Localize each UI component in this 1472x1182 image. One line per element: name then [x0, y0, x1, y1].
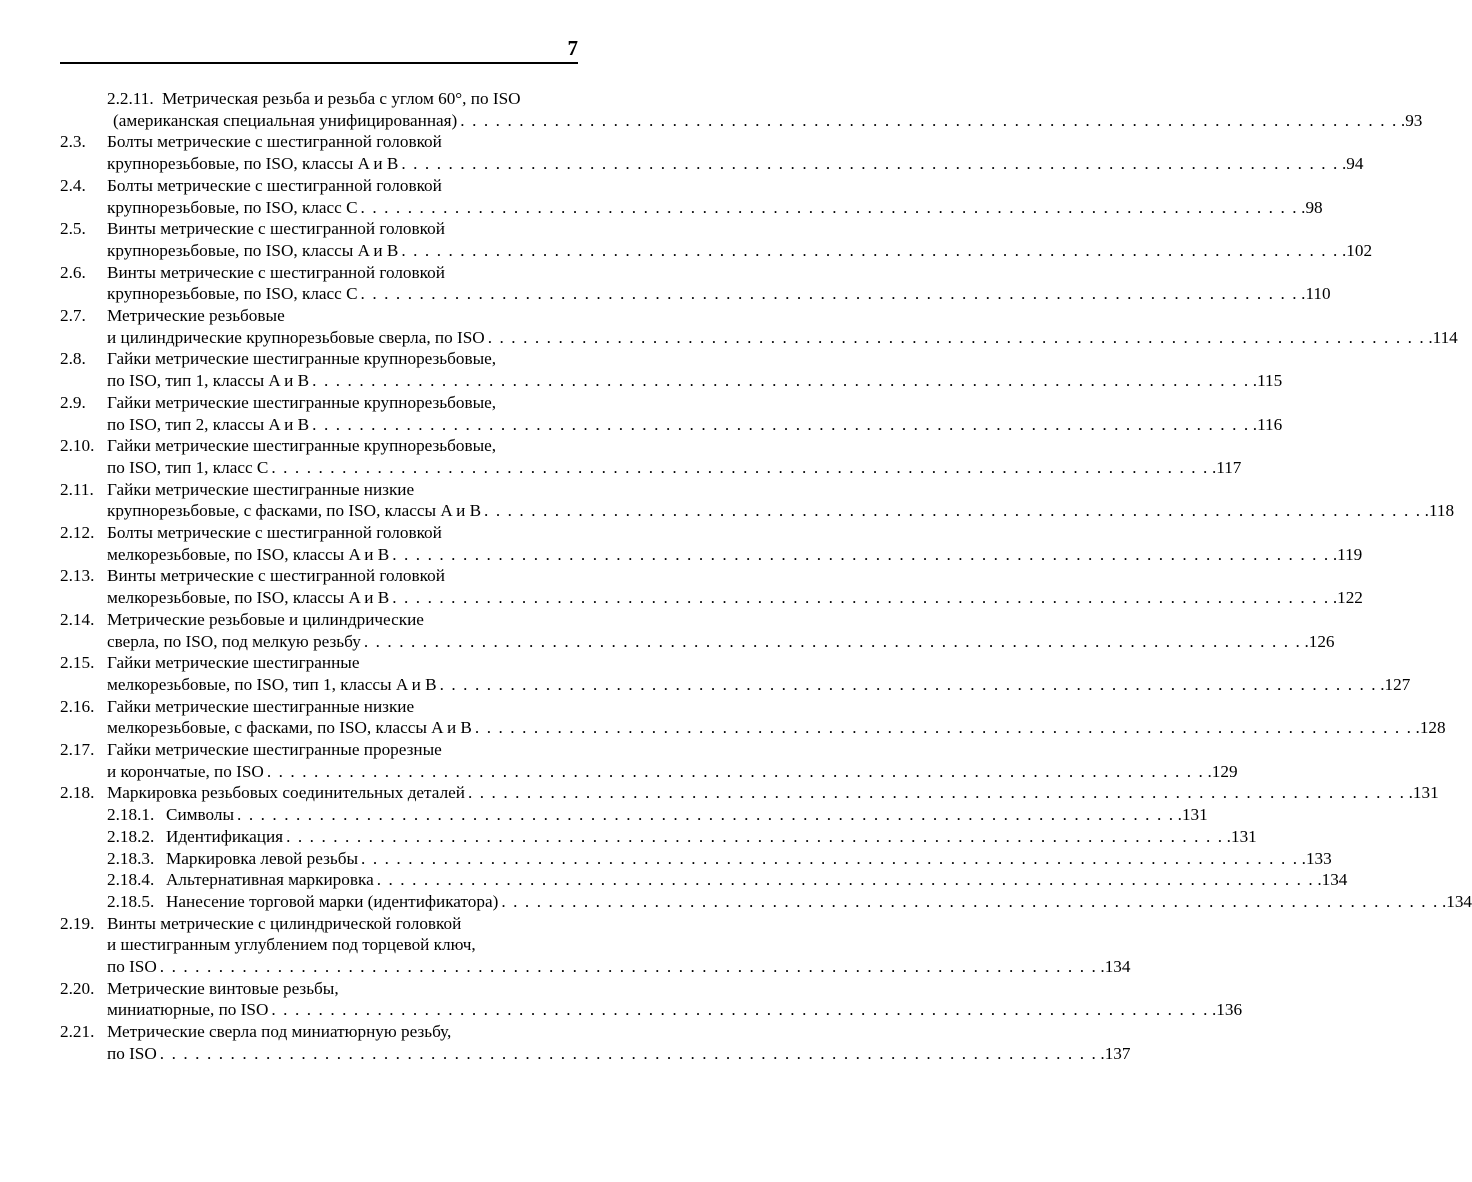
- toc-entry-title: и цилиндрические крупнорезьбовые сверла, по ISO: [107, 327, 485, 347]
- dot-leader: . . . . . . . . . . . . . . . . . . . . . . . . . . . . . . . . . . . . . . . . . . . . . . . . . . . . . . . . . . . . . . . . . . . . . . . . . . . . . . . .: [159, 957, 1098, 976]
- toc-entry-title: Метрические сверла под миниатюрную резьбу,: [107, 1022, 452, 1042]
- toc-line: [0, 761, 1238, 783]
- toc-line: [0, 197, 1323, 219]
- dot-leader-end: .: [1252, 414, 1258, 434]
- toc-entry-title: Винты метрические с шестигранной головкой: [107, 262, 445, 282]
- toc-page-number: 94: [1346, 154, 1364, 174]
- dot-leader-end: .: [1100, 957, 1105, 976]
- dot-leader-end: .: [1341, 154, 1347, 174]
- toc-entry-title: Болты метрические с шестигранной головкой: [107, 175, 442, 195]
- toc-line: [0, 262, 650, 284]
- toc-entry-number: 2.3.: [60, 132, 86, 152]
- dot-leader-end: .: [1100, 1043, 1105, 1063]
- toc-entry-number: 2.11.: [60, 479, 94, 499]
- dot-leader-end: .: [1428, 327, 1433, 347]
- dot-leader: . . . . . . . . . . . . . . . . . . . . . . . . . . . . . . . . . . . . . . . . . . . . . . . . . . . . . . . . . . . . . . . . . . . . . . . . . . . . . . . .: [460, 110, 1398, 130]
- toc-entry-number: 2.8.: [60, 349, 86, 369]
- toc-entry-title: Метрическая резьба и резьба с углом 60°, по ISO: [162, 89, 521, 108]
- dot-leader: . . . . . . . . . . . . . . . . . . . . . . . . . . . . . . . . . . . . . . . . . . . . . . . . . . . . . . . . . . . . . . . . . . . . . . . . . . . . . . . .: [401, 154, 1339, 174]
- toc-entry-leader: [107, 717, 1446, 739]
- toc-entry-leader: [107, 283, 1331, 305]
- toc-line: [0, 717, 1446, 739]
- toc-entry-title: Альтернативная маркировка: [166, 870, 374, 890]
- toc-line: [0, 457, 1242, 479]
- toc-line: [0, 609, 650, 631]
- toc-entry-number: 2.18.4.: [107, 870, 155, 890]
- toc-page-number: 127: [1384, 674, 1411, 694]
- toc-entry-number: 2.18.3.: [107, 848, 155, 868]
- dot-leader: . . . . . . . . . . . . . . . . . . . . . . . . . . . . . . . . . . . . . . . . . . . . . . . . . . . . . . . . . . . . . . . . . . . . . . . . . . . . . . . .: [360, 284, 1299, 304]
- toc-line: [0, 305, 650, 327]
- toc-page-number: 117: [1216, 457, 1242, 477]
- toc-line: [0, 956, 1131, 978]
- dot-leader: . . . . . . . . . . . . . . . . . . . . . . . . . . . . . . . . . . . . . . . . . . . . . . . . . . . . . . . . . . . . . . . . . . . . . . . . . . . . . . . .: [501, 891, 1439, 911]
- toc-entry-leader: [107, 544, 1363, 566]
- toc-entry-leader: [107, 327, 1458, 349]
- dot-leader: . . . . . . . . . . . . . . . . . . . . . . . . . . . . . . . . . . . . . . . . . . . . . . . . . . . . . . . . . . . . . . . . . . . . . . . . . . . . . . . .: [271, 1000, 1209, 1020]
- toc-entry-title: Винты метрические с цилиндрической головкой: [107, 913, 462, 933]
- dot-leader: . . . . . . . . . . . . . . . . . . . . . . . . . . . . . . . . . . . . . . . . . . . . . . . . . . . . . . . . . . . . . . . . . . . . . . . . . . . . . . . .: [392, 544, 1330, 564]
- toc-page-number: 126: [1308, 631, 1335, 651]
- toc-line: [0, 978, 650, 1000]
- dot-leader: . . . . . . . . . . . . . . . . . . . . . . . . . . . . . . . . . . . . . . . . . . . . . . . . . . . . . . . . . . . . . . . . . . . . . . . . . . . . . . . .: [159, 1043, 1098, 1063]
- toc-entry-number: 2.19.: [60, 913, 95, 933]
- toc-entry-title: Идентификация: [166, 826, 284, 846]
- toc-line: [0, 153, 1364, 175]
- toc-entry-title: крупнорезьбовые, по ISO, классы A и B: [107, 154, 399, 174]
- toc-entry-title: и корончатые, по ISO: [107, 761, 264, 781]
- toc-entry-leader: [107, 587, 1363, 609]
- toc-entry-title: крупнорезьбовые, по ISO, класс C: [107, 284, 358, 304]
- toc-entry-number: 2.21.: [60, 1022, 95, 1042]
- toc-entry-leader: [107, 674, 1411, 696]
- toc-entry-leader: [107, 414, 1283, 436]
- toc-entry-title: мелкорезьбовые, по ISO, классы A и B: [107, 588, 390, 608]
- dot-leader-end: .: [1332, 588, 1338, 608]
- toc-entry-title: по ISO: [107, 1043, 157, 1063]
- toc-entry-title: мелкорезьбовые, по ISO, классы A и B: [107, 544, 390, 564]
- toc-line: [0, 522, 650, 544]
- dot-leader-end: .: [1177, 805, 1182, 825]
- dot-leader-end: .: [1301, 197, 1306, 217]
- dot-leader: . . . . . . . . . . . . . . . . . . . . . . . . . . . . . . . . . . . . . . . . . . . . . . . . . . . . . . . . . . . . . . . . . . . . . . . . . . . . . . . .: [474, 718, 1413, 738]
- toc-page-number: 115: [1257, 371, 1283, 391]
- page-number: 7: [567, 36, 578, 60]
- toc-line: [0, 88, 650, 110]
- toc-entry-leader: [107, 999, 1243, 1021]
- toc-page-number: 134: [1321, 870, 1348, 890]
- toc-entry-title: крупнорезьбовые, по ISO, класс C: [107, 197, 358, 217]
- dot-leader: . . . . . . . . . . . . . . . . . . . . . . . . . . . . . . . . . . . . . . . . . . . . . . . . . . . . . . . . . . . . . . . . . . . . . . . . . . . . . . . .: [401, 240, 1339, 260]
- toc-page-number: 128: [1419, 718, 1446, 738]
- toc-line: [0, 240, 1373, 262]
- dot-leader-end: .: [1317, 870, 1322, 890]
- toc-entry-leader: [107, 457, 1242, 479]
- toc-entry-number: 2.14.: [60, 609, 95, 629]
- toc-line: [0, 218, 650, 240]
- toc-entry-number: 2.16.: [60, 696, 95, 716]
- dot-leader-end: .: [1380, 674, 1385, 694]
- toc-page-number: 136: [1216, 1000, 1243, 1020]
- toc-entry-title: Винты метрические с шестигранной головкой: [107, 566, 445, 586]
- toc-entry-title: крупнорезьбовые, по ISO, классы A и B: [107, 240, 399, 260]
- dot-leader: . . . . . . . . . . . . . . . . . . . . . . . . . . . . . . . . . . . . . . . . . . . . . . . . . . . . . . . . . . . . . . . . . . . . . . . . . . . . . . . .: [312, 414, 1250, 434]
- toc-entry-leader: [107, 782, 1439, 804]
- toc-line: [0, 435, 650, 457]
- dot-leader: . . . . . . . . . . . . . . . . . . . . . . . . . . . . . . . . . . . . . . . . . . . . . . . . . . . . . . . . . . . . . . . . . . . . . . . . . . . . . . . .: [312, 371, 1250, 391]
- toc-line: [0, 869, 1348, 891]
- dot-leader: . . . . . . . . . . . . . . . . . . . . . . . . . . . . . . . . . . . . . . . . . . . . . . . . . . . . . . . . . . . . . . . . . . . . . . . . . . . . . . . .: [439, 674, 1378, 694]
- toc-entry-title: сверла, по ISO, под мелкую резьбу: [107, 631, 361, 651]
- toc-line: [0, 934, 650, 956]
- dot-leader-end: .: [1207, 761, 1212, 781]
- toc-entry-number: 2.18.2.: [107, 826, 155, 846]
- toc-entry-leader: [107, 153, 1364, 175]
- toc-entry-number: 2.13.: [60, 566, 95, 586]
- toc-entry-number: 2.10.: [60, 436, 95, 456]
- dot-leader: . . . . . . . . . . . . . . . . . . . . . . . . . . . . . . . . . . . . . . . . . . . . . . . . . . . . . . . . . . . . . . . . . . . . . . . . . . . . . . . .: [467, 783, 1406, 803]
- toc-page-number: 131: [1181, 805, 1208, 825]
- dot-leader-end: .: [1226, 826, 1231, 846]
- toc-page-number: 93: [1405, 110, 1423, 130]
- dot-leader-end: .: [1211, 457, 1217, 477]
- toc-page-number: 122: [1337, 588, 1363, 608]
- toc-line: [0, 674, 1411, 696]
- toc-entry-title: по ISO, тип 1, класс C: [107, 457, 269, 477]
- dot-leader: . . . . . . . . . . . . . . . . . . . . . . . . . . . . . . . . . . . . . . . . . . . . . . . . . . . . . . . . . . . . . . . . . . . . . . . . . . . . . . . .: [237, 805, 1175, 825]
- dot-leader: . . . . . . . . . . . . . . . . . . . . . . . . . . . . . . . . . . . . . . . . . . . . . . . . . . . . . . . . . . . . . . . . . . . . . . . . . . . . . . . .: [487, 327, 1426, 347]
- dot-leader-end: .: [1408, 783, 1413, 803]
- toc-page-number: 110: [1305, 284, 1331, 304]
- toc-entry-title: Маркировка резьбовых соединительных деталей: [107, 783, 465, 803]
- dot-leader-end: .: [1441, 891, 1447, 911]
- dot-leader-end: .: [1400, 110, 1406, 130]
- toc-entry-title: (американская специальная унифицированная): [113, 110, 458, 130]
- toc-entry-leader: [107, 956, 1131, 978]
- toc-line: [0, 652, 650, 674]
- toc-line: [0, 327, 1458, 349]
- toc-entry-title: по ISO: [107, 957, 157, 976]
- dot-leader: . . . . . . . . . . . . . . . . . . . . . . . . . . . . . . . . . . . . . . . . . . . . . . . . . . . . . . . . . . . . . . . . . . . . . . . . . . . . . . . .: [271, 457, 1209, 477]
- toc-line: [0, 414, 1283, 436]
- dot-leader-end: .: [1252, 371, 1258, 391]
- toc-entry-number: 2.18.: [60, 783, 95, 803]
- toc-entry-leader: [113, 110, 1423, 132]
- toc-entry-leader: [166, 848, 1332, 870]
- toc-entry-title: мелкорезьбовые, с фасками, по ISO, классы A и B: [107, 718, 472, 738]
- toc-line: [0, 1043, 1131, 1065]
- dot-leader-end: .: [1301, 284, 1306, 304]
- toc-entry-number: 2.2.11.: [107, 89, 154, 108]
- toc-entry-title: миниатюрные, по ISO: [107, 1000, 269, 1020]
- toc-entry-title: Метрические резьбовые: [107, 306, 285, 325]
- toc-entry-number: 2.18.5.: [107, 891, 155, 911]
- dot-leader-end: .: [1332, 544, 1338, 564]
- toc-line: [0, 739, 650, 761]
- toc-entry-title: Метрические резьбовые и цилиндрические: [107, 609, 424, 629]
- toc-line: [0, 891, 1472, 913]
- toc-line: [0, 696, 650, 718]
- toc-entry-title: по ISO, тип 1, классы A и B: [107, 371, 310, 391]
- toc-entry-title: по ISO, тип 2, классы A и B: [107, 414, 310, 434]
- dot-leader: . . . . . . . . . . . . . . . . . . . . . . . . . . . . . . . . . . . . . . . . . . . . . . . . . . . . . . . . . . . . . . . . . . . . . . . . . . . . . . . .: [286, 826, 1224, 846]
- dot-leader: . . . . . . . . . . . . . . . . . . . . . . . . . . . . . . . . . . . . . . . . . . . . . . . . . . . . . . . . . . . . . . . . . . . . . . . . . . . . . . . .: [363, 631, 1302, 651]
- toc-page-number: 137: [1104, 1043, 1131, 1063]
- toc-entry-leader: [107, 500, 1455, 522]
- dot-leader-end: .: [1415, 718, 1420, 738]
- toc-line: [0, 804, 1208, 826]
- dot-leader: . . . . . . . . . . . . . . . . . . . . . . . . . . . . . . . . . . . . . . . . . . . . . . . . . . . . . . . . . . . . . . . . . . . . . . . . . . . . . . . .: [376, 870, 1315, 890]
- toc-entry-title: Гайки метрические шестигранные низкие: [107, 696, 415, 716]
- toc-entry-title: Гайки метрические шестигранные крупнорезьбовые,: [107, 392, 497, 412]
- dot-leader: . . . . . . . . . . . . . . . . . . . . . . . . . . . . . . . . . . . . . . . . . . . . . . . . . . . . . . . . . . . . . . . . . . . . . . . . . . . . . . . .: [266, 761, 1205, 781]
- toc-line: [0, 110, 1423, 132]
- toc-entry-number: 2.7.: [60, 306, 86, 325]
- toc-entry-number: 2.5.: [60, 219, 86, 239]
- toc-entry-number: 2.20.: [60, 978, 95, 998]
- toc-entry-number: 2.4.: [60, 175, 86, 195]
- toc-entry-title: крупнорезьбовые, с фасками, по ISO, классы A и B: [107, 501, 482, 521]
- toc-page-number: 131: [1230, 826, 1257, 846]
- toc-entry-title: Болты метрические с шестигранной головкой: [107, 523, 442, 542]
- toc-entry-title: Гайки метрические шестигранные: [107, 653, 360, 673]
- toc-line: [0, 370, 1283, 392]
- toc-page-number: 133: [1305, 848, 1332, 868]
- toc-entry-title: Гайки метрические шестигранные прорезные: [107, 740, 442, 759]
- toc-entry-leader: [107, 761, 1238, 783]
- toc-line: [0, 131, 650, 153]
- toc-entry-number: 2.17.: [60, 740, 95, 759]
- toc-line: [0, 631, 1335, 653]
- toc-line: [0, 348, 650, 370]
- toc-entry-number: 2.6.: [60, 262, 86, 282]
- toc-entry-title: и шестигранным углублением под торцевой ключ,: [107, 935, 476, 955]
- toc-entry-number: 2.18.1.: [107, 805, 155, 825]
- toc-entry-number: 2.9.: [60, 392, 86, 412]
- toc-line: [0, 175, 650, 197]
- toc-line: [0, 848, 1332, 870]
- toc-entry-leader: [107, 197, 1323, 219]
- toc-line: [0, 565, 650, 587]
- toc-page-number: 134: [1104, 957, 1131, 976]
- dot-leader: . . . . . . . . . . . . . . . . . . . . . . . . . . . . . . . . . . . . . . . . . . . . . . . . . . . . . . . . . . . . . . . . . . . . . . . . . . . . . . . .: [392, 588, 1330, 608]
- toc-entry-title: Гайки метрические шестигранные крупнорезьбовые,: [107, 436, 497, 456]
- toc-line: [0, 826, 1257, 848]
- toc-entry-title: Метрические винтовые резьбы,: [107, 978, 339, 998]
- toc-entry-leader: [107, 370, 1283, 392]
- toc-page-number: 116: [1257, 414, 1283, 434]
- dot-leader-end: .: [1211, 1000, 1217, 1020]
- toc-line: [0, 392, 650, 414]
- toc-page-number: 102: [1346, 240, 1373, 260]
- dot-leader-end: .: [1341, 240, 1347, 260]
- toc-line: [0, 587, 1363, 609]
- toc-line: [0, 999, 1243, 1021]
- toc-entry-title: Болты метрические с шестигранной головкой: [107, 132, 442, 152]
- toc-line: [0, 1021, 650, 1043]
- toc-page-number: 118: [1428, 501, 1455, 521]
- toc-entry-title: Гайки метрические шестигранные низкие: [107, 479, 415, 499]
- toc-page-number: 119: [1337, 544, 1363, 564]
- toc-line: [0, 913, 650, 935]
- toc-entry-leader: [107, 240, 1373, 262]
- header-rule: [60, 62, 578, 64]
- toc-page-number: 134: [1446, 891, 1472, 911]
- toc-entry-title: Символы: [166, 805, 235, 825]
- toc-page-number: 98: [1305, 197, 1323, 217]
- toc-entry-title: Нанесение торговой марки (идентификатора): [166, 891, 499, 911]
- toc-entry-leader: [107, 631, 1335, 653]
- dot-leader: . . . . . . . . . . . . . . . . . . . . . . . . . . . . . . . . . . . . . . . . . . . . . . . . . . . . . . . . . . . . . . . . . . . . . . . . . . . . . . . .: [360, 197, 1299, 217]
- dot-leader-end: .: [1301, 848, 1306, 868]
- toc-page-number: 114: [1432, 327, 1458, 347]
- toc-entry-number: 2.15.: [60, 653, 95, 673]
- toc-entry-leader: [166, 891, 1472, 913]
- dot-leader: . . . . . . . . . . . . . . . . . . . . . . . . . . . . . . . . . . . . . . . . . . . . . . . . . . . . . . . . . . . . . . . . . . . . . . . . . . . . . . . .: [361, 848, 1299, 868]
- toc-entry-number: 2.12.: [60, 523, 95, 542]
- toc-page-number: 129: [1211, 761, 1238, 781]
- toc-entry-leader: [107, 1043, 1131, 1065]
- toc-entry-title: Маркировка левой резьбы: [166, 848, 359, 868]
- toc-page-number: 131: [1412, 783, 1439, 803]
- toc-entry-leader: [166, 826, 1257, 848]
- toc-entry-title: Гайки метрические шестигранные крупнорезьбовые,: [107, 349, 497, 369]
- toc-line: [0, 544, 1363, 566]
- toc-line: [0, 479, 650, 501]
- dot-leader-end: .: [1424, 501, 1429, 521]
- toc-entry-leader: [166, 869, 1348, 891]
- toc-entry-title: Винты метрические с шестигранной головкой: [107, 219, 445, 239]
- dot-leader-end: .: [1304, 631, 1309, 651]
- toc-line: [0, 283, 1331, 305]
- toc-line: [0, 500, 1455, 522]
- dot-leader: . . . . . . . . . . . . . . . . . . . . . . . . . . . . . . . . . . . . . . . . . . . . . . . . . . . . . . . . . . . . . . . . . . . . . . . . . . . . . . . .: [484, 501, 1422, 521]
- toc-entry-title: мелкорезьбовые, по ISO, тип 1, классы A и B: [107, 674, 437, 694]
- toc-line: [0, 782, 1439, 804]
- toc-entry-leader: [166, 804, 1208, 826]
